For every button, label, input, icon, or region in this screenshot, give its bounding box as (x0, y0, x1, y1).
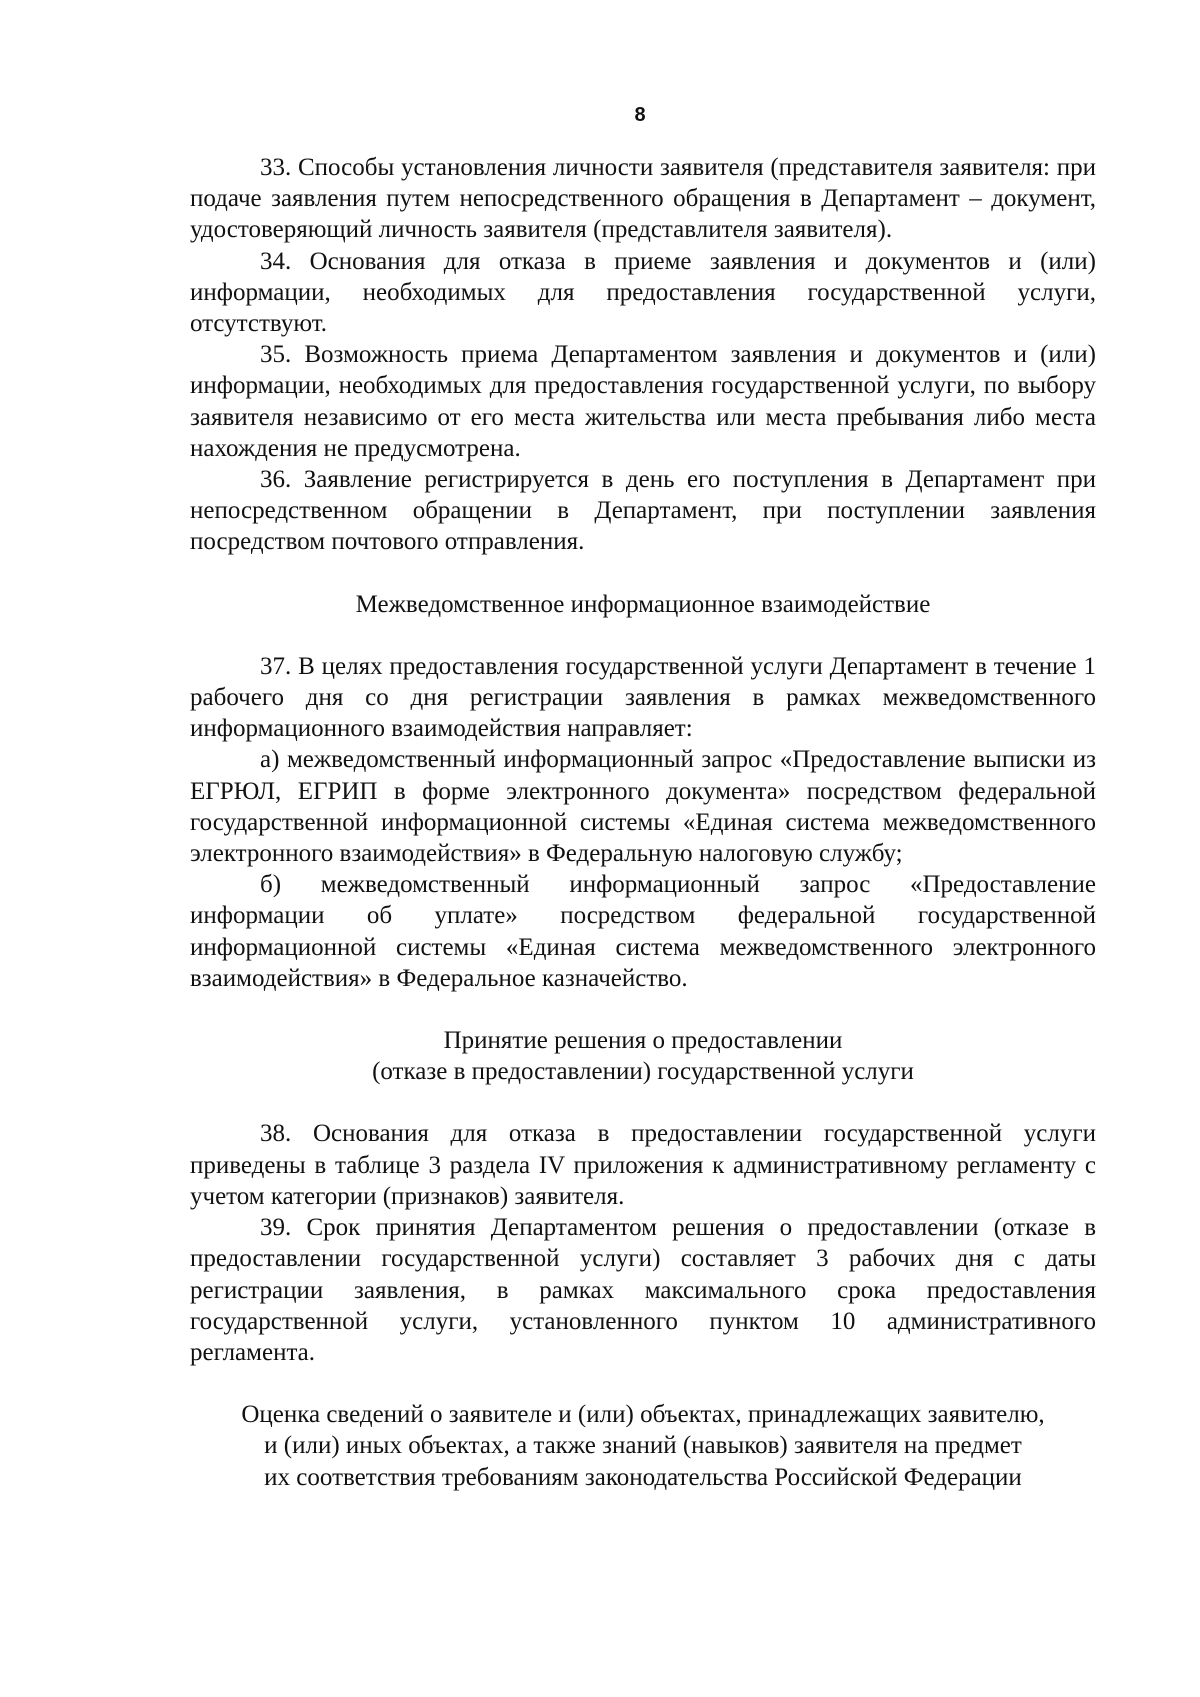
paragraph-37: 37. В целях предоставления государственной услуги Департамент в течение 1 рабочего дня со дня регистрации заявления в рамках межведомственного информационного взаимодействия направляет: (190, 652, 1096, 743)
section-heading-interagency: Межведомственное информационное взаимодействие (355, 590, 931, 618)
paragraph-39: 39. Срок принятия Департаментом решения о предоставлении (отказе в предоставлении государственной услуги) составляет 3 рабочих дня с даты регистрации заявления, в рамках максимального срока предоставления государственной услуги, установленного пунктом 10 административного регламента. (190, 1214, 1096, 1366)
spacer (190, 1368, 1096, 1399)
paragraph-37b: б) межведомственный информационный запрос «Предоставление информации об уплате» посредством федеральной государственной информационной системы «Единая система межведомственного электронного взаимодействия» в Федеральное казначейство. (190, 871, 1096, 992)
section-heading-decision (190, 1025, 1096, 1087)
spacer (190, 994, 1096, 1025)
paragraph-37a: а) межведомственный информационный запрос «Предоставление выписки из ЕГРЮЛ, ЕГРИП в форме электронного документа» посредством федеральной государственной информационной системы «Единая система межведомственного электронного взаимодействия» в Федеральную налоговую службу; (190, 746, 1096, 868)
heading-line: и (или) иных объектах, а также знаний (навыков) заявителя на предмет (264, 1432, 1022, 1460)
page-number: 8 (634, 104, 646, 126)
heading-line: их соответствия требованиям законодательства Российской Федерации (264, 1463, 1022, 1491)
section-heading-assessment (190, 1399, 1096, 1493)
spacer (190, 620, 1096, 651)
document-body (190, 152, 1096, 1493)
paragraph-33: 33. Способы установления личности заявителя (представителя заявителя: при подаче заявления путем непосредственного обращения в Департамент – документ, удостоверяющий личность заявителя (представлителя заявителя). (190, 154, 1096, 244)
heading-line: (отказе в предоставлении) государственной услуги (372, 1058, 914, 1086)
spacer (190, 1087, 1096, 1118)
paragraph-38: 38. Основания для отказа в предоставлении государственной услуги приведены в таблице 3 раздела IV приложения к административному регламенту с учетом категории (признаков) заявителя. (190, 1120, 1096, 1210)
heading-line: Оценка сведений о заявителе и (или) объектах, принадлежащих заявителю, (241, 1401, 1045, 1429)
spacer (190, 558, 1096, 589)
paragraph-35: 35. Возможность приема Департаментом заявления и документов и (или) информации, необходимых для предоставления государственной услуги, по выбору заявителя независимо от его места жительства или места пребывания либо места нахождения не предусмотрена. (190, 341, 1096, 462)
paragraph-36: 36. Заявление регистрируется в день его поступления в Департамент при непосредственном обращении в Департамент, при поступлении заявления посредством почтового отправления. (190, 466, 1096, 556)
paragraph-34: 34. Основания для отказа в приеме заявления и документов и (или) информации, необходимых для предоставления государственной услуги, отсутствуют. (190, 247, 1096, 338)
heading-line: Принятие решения о предоставлении (443, 1027, 843, 1055)
